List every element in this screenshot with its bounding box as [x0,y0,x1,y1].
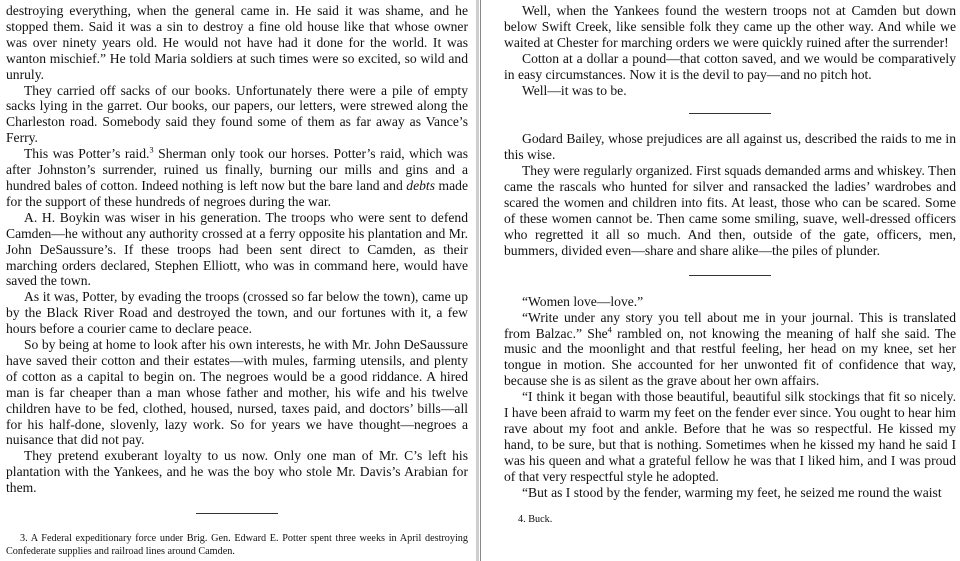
left-page [0,0,474,561]
text-run: Sherman only took our horses. Potter’s raid, which was after Johnston’s surrender, ruined us finally, burning our mills and gins and a hundred bales of cotton. Indeed nothing is left now but the bare land and [6,146,468,193]
paragraph [6,210,468,290]
paragraph [504,131,956,163]
paragraph [6,448,468,496]
text-run: Cotton at a dollar a pound—that cotton saved, and we would be comparatively in easy circumstances. Now it is the devil to pay—and no pitch hot. [504,50,956,82]
paragraph [504,51,956,83]
section-divider [689,113,771,114]
paragraph [6,3,468,83]
emphasis-text: debts [406,177,435,193]
text-run: Godard Bailey, whose prejudices are all against us, described the raids to me in this wise. [504,131,956,163]
paragraph [504,83,956,99]
text-run: “But as I stood by the fender, warming my feet, he seized me round the waist [522,484,942,500]
paragraph [504,389,956,484]
footnote-marker: 4 [607,323,612,334]
paragraph [504,3,956,51]
right-section-3 [504,294,956,501]
footnote-3: 3. A Federal expeditionary force under Brig. Gen. Edward E. Potter spent three weeks in April destroying Confederate supplies and railroad lines around Camden. [6,533,468,557]
paragraph [6,146,468,210]
right-page [482,0,960,561]
section-divider [689,275,771,276]
section-divider [196,513,278,514]
text-run: Well—it was to be. [522,82,627,98]
book-spine-line [480,0,481,561]
paragraph [504,163,956,258]
text-run: They pretend exuberant loyalty to us now. Only one man of Mr. C’s left his plantation with the Yankees, and he was the boy who stole Mr. Davis’s Arabian for them. [6,448,468,496]
text-run: So by being at home to look after his own interests, he with Mr. John DeSaussure have saved their cotton and their estates—with mules, farming utensils, and plenty of cotton as a capital to begin on. The negroes would be a good riddance. A hired man is far cheaper than a man whose father and mother, his wife and his twelve children have to be fed, clothed, housed, nursed, taxes paid, and doctors’ bills—all for his half-done, slovenly, lazy work. So for years we have thought—negroes a nuisance that did not pay. [6,337,468,448]
paragraph [6,83,468,147]
footnote-marker: 3 [149,144,154,155]
text-run: Well, when the Yankees found the western troops not at Camden but down below Swift Creek, like sensible folk they came up the other way. And while we waited at Chester for marching orders we were quickly ruined after the surrender! [504,3,956,50]
text-run: This was Potter’s raid. [24,146,150,162]
paragraph [504,485,956,501]
paragraph [6,337,468,448]
book-spine-shadow [476,0,479,561]
text-run: “Write under any story you tell about me in your journal. This is translated from Balzac.” She [504,309,956,341]
text-run: “Women love—love.” [522,293,644,309]
paragraph [504,310,956,390]
text-run: destroying everything, when the general came in. He said it was shame, and he stopped them. Said it was a sin to destroy a fine old house like that whose owner was over ninety years old. He would not have had it done for the world. It was wanton mischief.” He told Maria soldiers at such times were so excited, so wild and unruly. [6,3,468,82]
text-run: A. H. Boykin was wiser in his generation. The troops who were sent to defend Camden—he without any authority crossed at a ferry opposite his plantation and Mr. John DeSaussure’s. If these troops had been sent direct to Camden, as their marching orders declared, Stephen Elliott, who was in command here, would have saved the town. [6,209,468,289]
text-run: made for the support of these hundreds of negroes during the war. [6,177,468,209]
text-run: They carried off sacks of our books. Unfortunately there were a pile of empty sacks lying in the garret. Our books, our papers, our letters, were strewed along the Charleston road. Somebody said they found some of them as far away as Vance’s Ferry. [6,82,468,146]
paragraph [504,294,956,310]
right-section-1 [504,3,956,98]
paragraph [6,289,468,337]
text-run: As it was, Potter, by evading the troops (crossed so far below the town), came up by the Black River Road and destroyed the town, and our fortunes with it, a few hours before a courier came to declare peace. [6,289,468,337]
text-run: They were regularly organized. First squads demanded arms and whiskey. Then came the rascals who hunted for silver and ransacked the ladies’ wardrobes and scared the women and children into fits. At least, those who can be scared. Some of these women cannot be. Then came some smiling, suave, well-dressed officers who regretted it all so much. And then, outside of the gate, officers, men, bummers, divided even—share and share alike—the piles of plunder. [504,163,956,258]
right-section-2 [504,131,956,258]
left-page-body [6,3,468,496]
footnote-4: 4. Buck. [518,514,553,526]
text-run: “I think it began with those beautiful, beautiful silk stockings that fit so nicely. I have been afraid to warm my feet on the fender ever since. You ought to hear him rave about my foot and ankle. Before that he was so respectful. He kissed my hand, to be sure, but that is nothing. Sometimes when he kissed my hand he said I was his queen and what a grateful fellow he was that I liked him, and I was proud of that very respectful style he adopted. [504,389,956,484]
text-run: rambled on, not knowing the meaning of half she said. The music and the moonlight and that restful feeling, her head on my knee, set her tongue in motion. She accounted for her unwonted fit of confidence that way, because she is as silent as the grave about her own affairs. [504,325,956,389]
